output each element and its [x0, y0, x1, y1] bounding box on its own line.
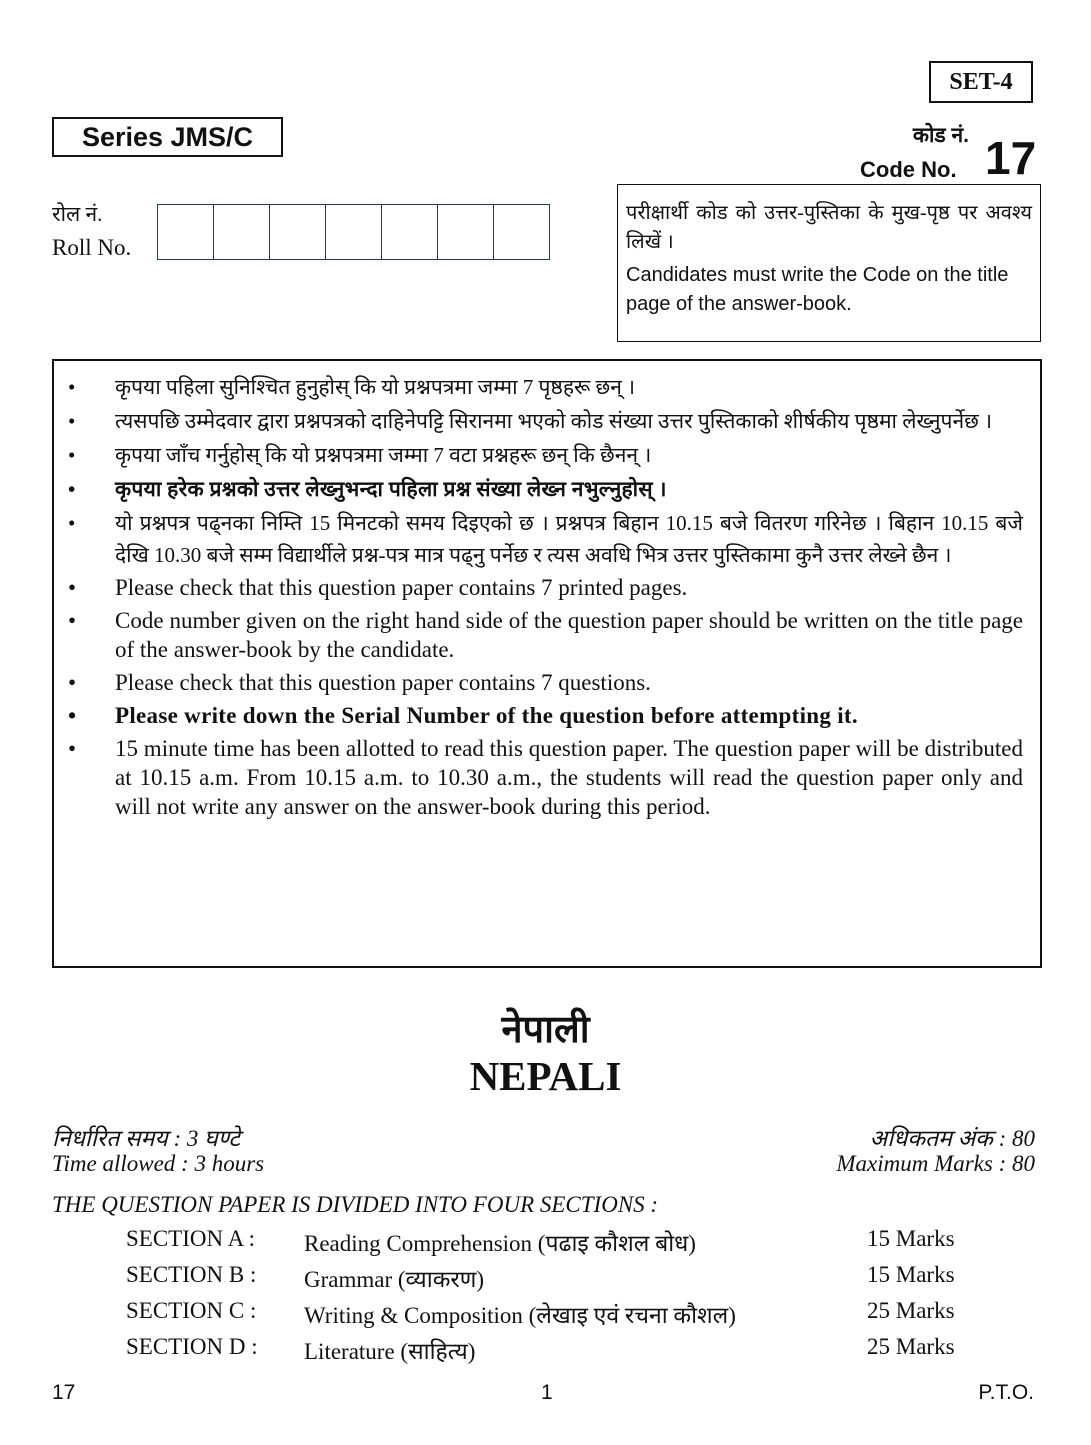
section-label: SECTION B : [126, 1262, 257, 1287]
instruction-text: कृपया जाँच गर्नुहोस् कि यो प्रश्नपत्रमा जम्मा 7 वटा प्रश्नहरू छन् कि छैनन् । [115, 443, 652, 467]
code-number: 17 [985, 132, 1037, 184]
instruction-item [68, 668, 1023, 697]
series-label: Series JMS/C [52, 117, 283, 157]
roll-number-grid[interactable] [157, 204, 550, 260]
section-row [126, 1226, 986, 1262]
section-label: SECTION D : [126, 1334, 258, 1359]
roll-number-cell[interactable] [382, 205, 438, 259]
instruction-text: Code number given on the right hand side of the question paper should be written on the title page of the answer-book by the candidate. [115, 608, 1023, 662]
section-marks: 25 Marks [867, 1334, 955, 1359]
instruction-text: यो प्रश्नपत्र पढ्नका निम्ति 15 मिनटको समय दिइएको छ । प्रश्नपत्र बिहान 10.15 बजे वितरण गरिनेछ । बिहान 10.15 बजे देखि 10.30 बजे सम्म विद्यार्थीले प्रश्न-पत्र मात्र पढ्नु पर्नेछ र त्यस अवधि भित्र उत्तर पुस्तिकामा कुनै उत्तर लेख्ने छैन । [115, 511, 1023, 567]
instruction-item [68, 573, 1023, 602]
bullet-icon: • [68, 409, 76, 433]
instruction-text: कृपया पहिला सुनिश्चित हुनुहोस् कि यो प्रश्नपत्रमा जम्मा 7 पृष्ठहरू छन् । [115, 375, 636, 399]
instruction-item [68, 473, 1023, 505]
bullet-icon: • [68, 443, 76, 467]
bullet-icon: • [68, 670, 77, 695]
instructions-box [52, 359, 1042, 968]
instruction-text: Please write down the Serial Number of the question before attempting it. [115, 703, 858, 728]
sections-heading: THE QUESTION PAPER IS DIVIDED INTO FOUR SECTIONS : [52, 1192, 659, 1217]
roll-number-cell[interactable] [270, 205, 326, 259]
bullet-icon: • [68, 703, 77, 728]
max-marks-hindi: अधिकतम अंक : 80 [869, 1126, 1035, 1151]
instruction-text: कृपया हरेक प्रश्नको उत्तर लेख्नुभन्दा पहिला प्रश्न संख्या लेख्न नभुल्नुहोस् । [115, 477, 667, 501]
roll-label-hindi: रोल नं. [52, 202, 103, 226]
instruction-item [68, 606, 1023, 664]
section-marks: 15 Marks [867, 1226, 955, 1251]
footer-code: 17 [52, 1381, 76, 1404]
instruction-item [68, 371, 1023, 403]
instruction-text: Please check that this question paper contains 7 printed pages. [115, 575, 688, 600]
instruction-item [68, 405, 1023, 437]
instruction-text: 15 minute time has been allotted to read this question paper. The question paper will be distributed at 10.15 a.m. From 10.15 a.m. to 10.30 a.m., the students will read the question paper only and will not write any answer on the answer-book during this period. [115, 736, 1023, 819]
section-row [126, 1262, 986, 1298]
footer-page-number: 1 [541, 1381, 553, 1404]
set-label: SET-4 [929, 61, 1033, 103]
instruction-item [68, 734, 1023, 821]
roll-number-cell[interactable] [494, 205, 549, 259]
section-row [126, 1298, 986, 1334]
instruction-item [68, 701, 1023, 730]
section-marks: 15 Marks [867, 1262, 955, 1287]
bullet-icon: • [68, 608, 77, 633]
section-row [126, 1334, 986, 1370]
instruction-item [68, 439, 1023, 471]
code-label-english: Code No. [860, 157, 957, 182]
roll-number-cell[interactable] [214, 205, 270, 259]
roll-number-cell[interactable] [158, 205, 214, 259]
max-marks-english: Maximum Marks : 80 [836, 1151, 1035, 1176]
bullet-icon: • [68, 375, 76, 399]
code-label-hindi: कोड नं. [912, 124, 969, 147]
bullet-icon: • [68, 736, 77, 761]
section-name: Literature (साहित्य) [304, 1339, 476, 1364]
section-marks: 25 Marks [867, 1298, 955, 1323]
instruction-item [68, 507, 1023, 571]
subject-title-hindi: नेपाली [501, 1009, 590, 1051]
sections-table [126, 1226, 986, 1370]
bullet-icon: • [68, 511, 76, 535]
section-label: SECTION C : [126, 1298, 257, 1323]
roll-number-cell[interactable] [326, 205, 382, 259]
roll-number-cell[interactable] [438, 205, 494, 259]
bullet-icon: • [68, 575, 77, 600]
section-name: Reading Comprehension (पढाइ कौशल बोध) [304, 1231, 696, 1256]
bullet-icon: • [68, 477, 76, 501]
instruction-text: Please check that this question paper contains 7 questions. [115, 670, 651, 695]
footer-pto: P.T.O. [978, 1381, 1034, 1404]
candidate-note-box [617, 184, 1041, 342]
instruction-text: त्यसपछि उम्मेदवार द्वारा प्रश्नपत्रको दाहिनेपट्टि सिरानमा भएको कोड संख्या उत्तर पुस्तिकाको शीर्षकीय पृष्ठमा लेख्नुपर्नेछ । [115, 409, 993, 433]
section-name: Grammar (व्याकरण) [304, 1267, 485, 1292]
candidate-note-hindi: परीक्षार्थी कोड को उत्तर-पुस्तिका के मुख-पृष्ठ पर अवश्य लिखें । [626, 202, 1032, 253]
time-allowed-english: Time allowed : 3 hours [52, 1151, 265, 1176]
section-name: Writing & Composition (लेखाइ एवं रचना कौशल) [304, 1303, 736, 1328]
subject-title-english: NEPALI [469, 1053, 622, 1099]
candidate-note-english: Candidates must write the Code on the title page of the answer-book. [626, 264, 1009, 315]
roll-label-english: Roll No. [52, 235, 132, 260]
time-allowed-hindi: निर्धारित समय : 3 घण्टे [52, 1126, 240, 1151]
instructions-list [68, 371, 1023, 821]
section-label: SECTION A : [126, 1226, 256, 1251]
